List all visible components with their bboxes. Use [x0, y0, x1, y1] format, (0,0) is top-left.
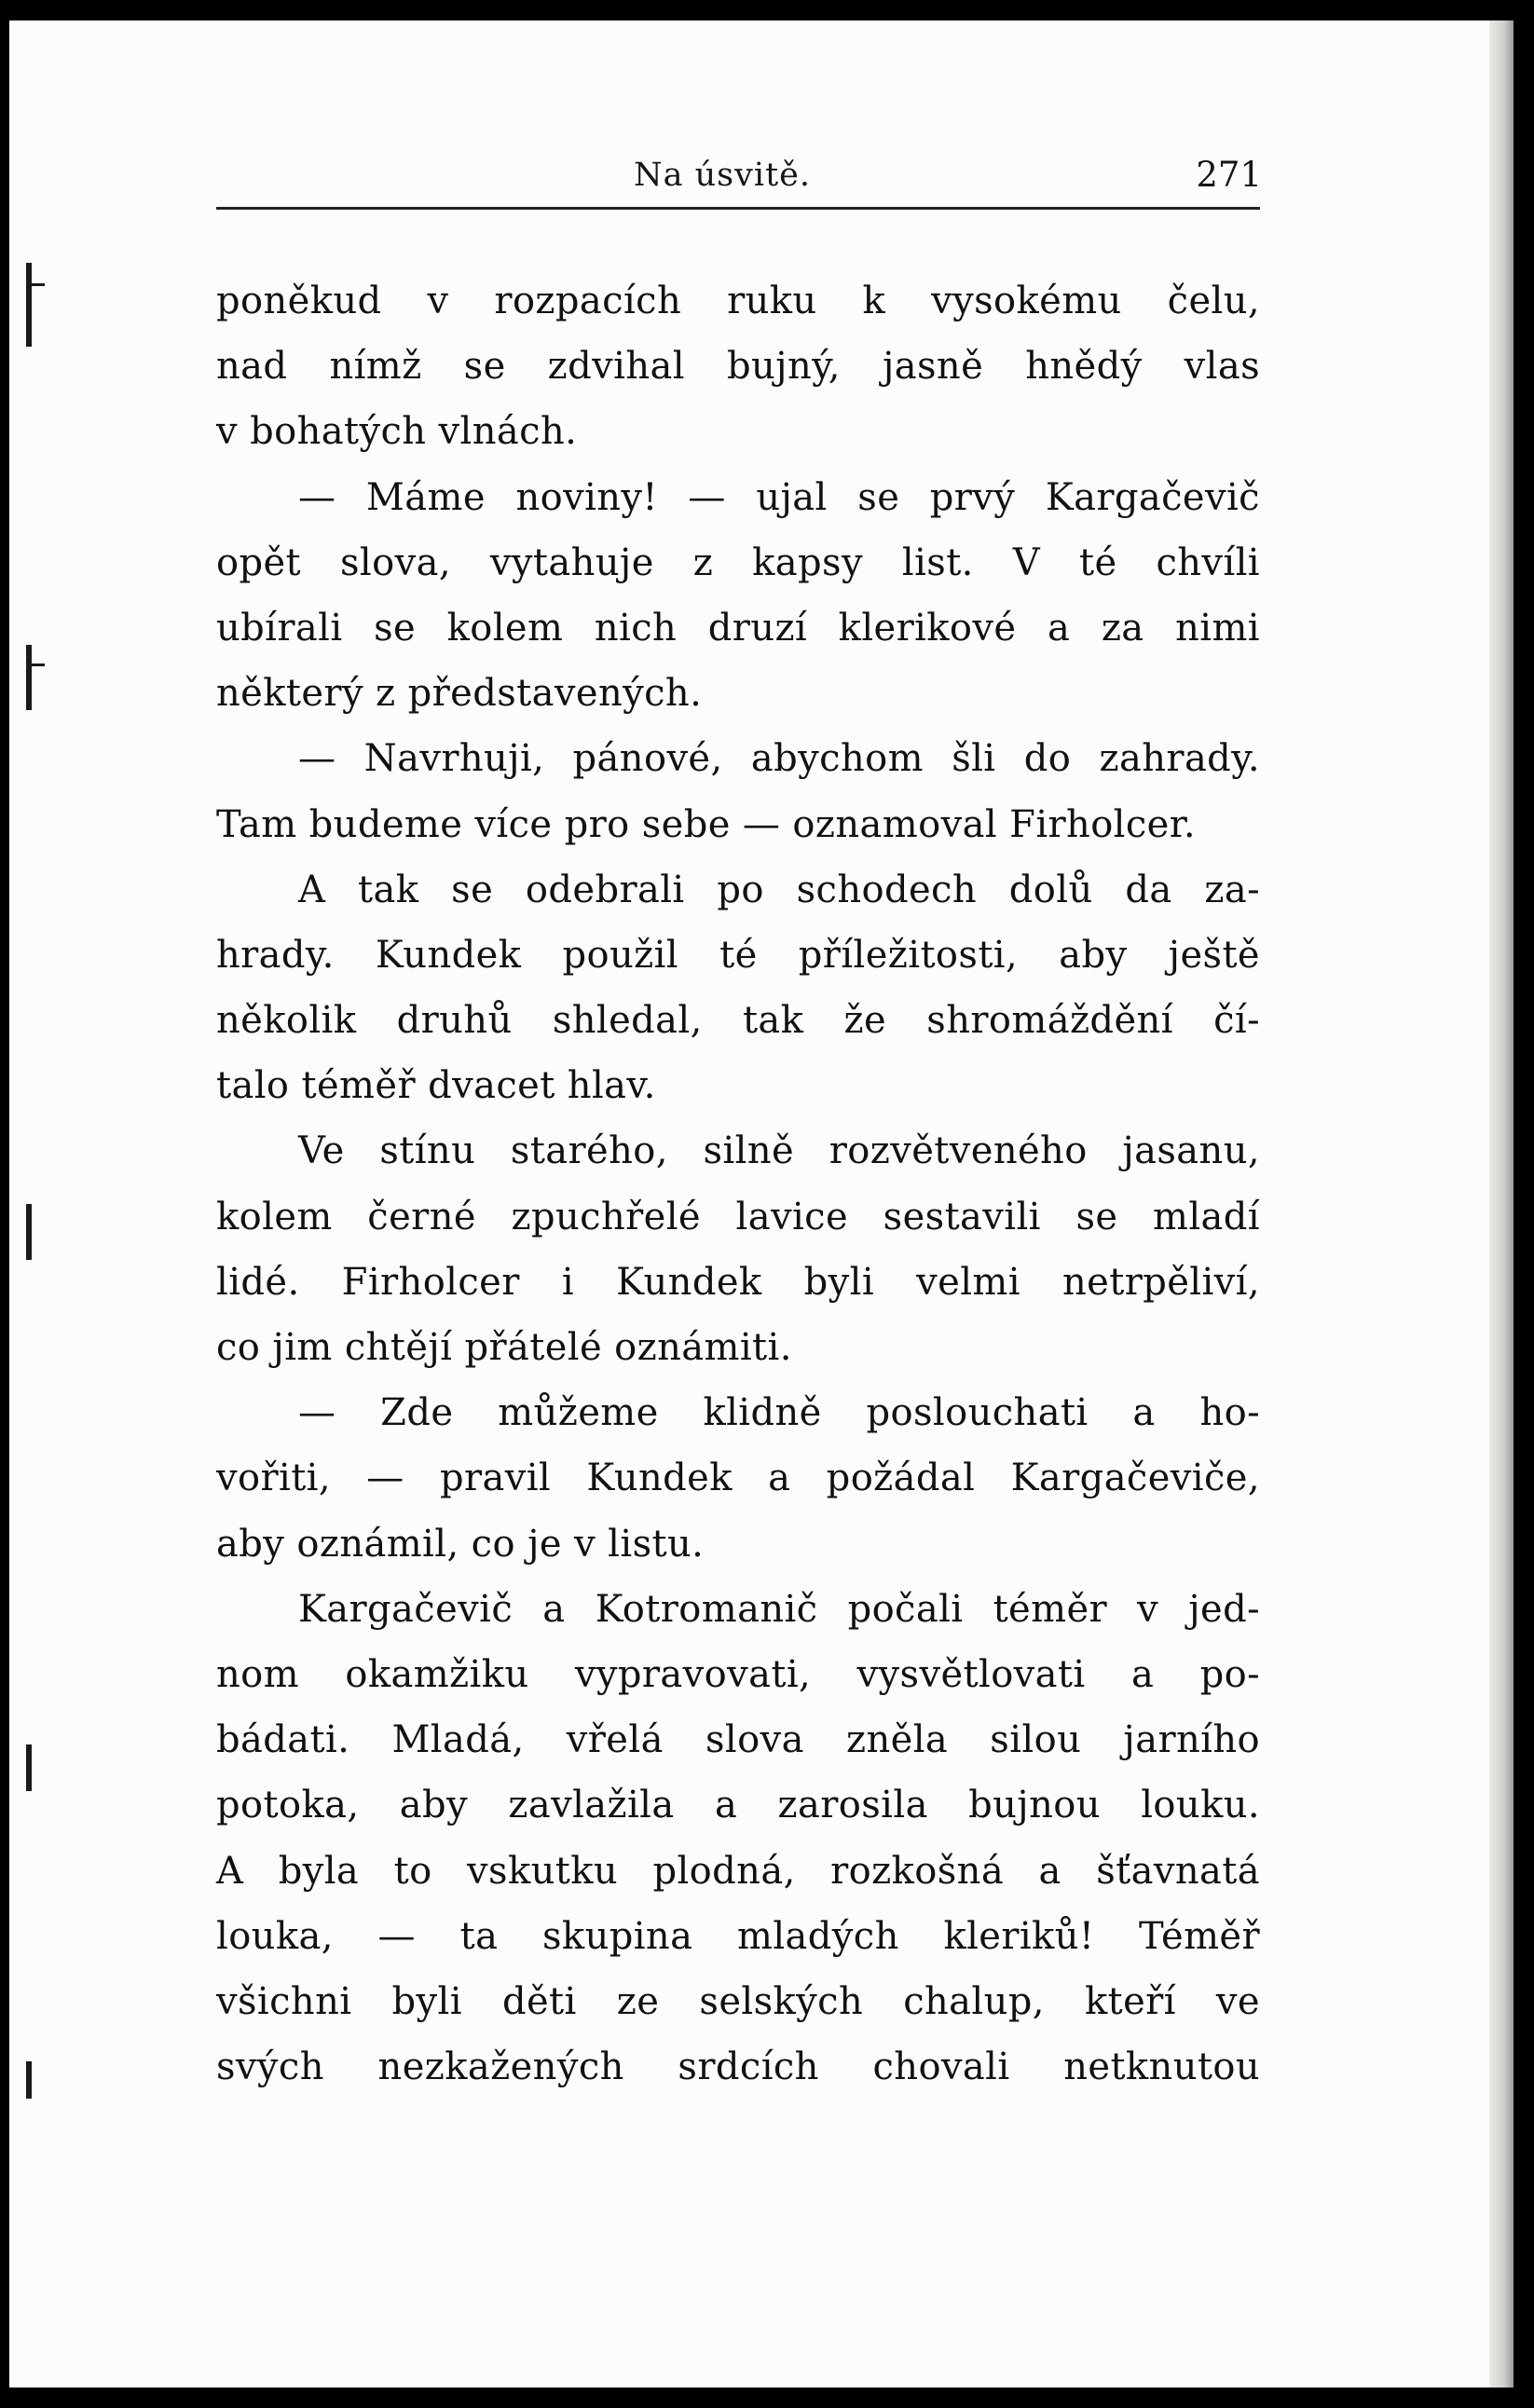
text-line: A byla to vskutku plodná, rozkošná a šťavnatá — [216, 1849, 1260, 1893]
gutter-mark — [32, 664, 45, 666]
text-line: co jim chtějí přátelé oznámiti. — [216, 1326, 792, 1369]
text-line: Kargačevič a Kotromanič počali téměr v jed- — [298, 1587, 1260, 1631]
text-line: — Máme noviny! — ujal se prvý Kargačevič — [298, 475, 1260, 519]
text-line: opět slova, vytahuje z kapsy list. V té chvíli — [216, 540, 1260, 584]
gutter-mark — [26, 263, 32, 347]
text-line: všichni byli děti ze selských chalup, kteří ve — [216, 1979, 1260, 2023]
text-line: louka, — ta skupina mladých kleriků! Téměř — [216, 1914, 1260, 1958]
text-line: — Zde můžeme klidně poslouchati a ho- — [298, 1391, 1260, 1435]
gutter-mark — [32, 283, 45, 286]
text-line: — Navrhuji, pánové, abychom šli do zahrady. — [298, 737, 1260, 781]
text-line: ubírali se kolem nich druzí klerikové a za nimi — [216, 606, 1260, 650]
text-line: vořiti, — pravil Kundek a požádal Kargačeviče, — [216, 1457, 1260, 1500]
text-line: lidé. Firholcer i Kundek byli velmi netrpěliví, — [216, 1260, 1260, 1304]
header-rule — [216, 207, 1260, 210]
text-line: poněkud v rozpacích ruku k vysokému čelu, — [216, 280, 1260, 322]
body-text — [216, 268, 1260, 2100]
text-line: talo téměř dvacet hlav. — [216, 1064, 656, 1108]
text-line: bádati. Mladá, vřelá slova zněla silou jarního — [216, 1718, 1260, 1762]
gutter-mark — [26, 2061, 32, 2099]
text-line: některý z představených. — [216, 672, 703, 716]
text-line: Ve stínu starého, silně rozvětveného jasanu, — [298, 1129, 1260, 1173]
page-header — [216, 145, 1262, 201]
text-line: hrady. Kundek použil té příležitosti, aby ještě — [216, 933, 1260, 977]
text-line: potoka, aby zavlažila a zarosila bujnou louku. — [216, 1784, 1260, 1827]
gutter-mark — [26, 1204, 32, 1260]
text-line: Tam budeme více pro sebe — oznamoval Firholcer. — [216, 802, 1196, 846]
text-line: několik druhů shledal, tak že shromáždění čí- — [216, 999, 1260, 1043]
text-line: kolem černé zpuchřelé lavice sestavili se mladí — [216, 1195, 1260, 1238]
page-number: 271 — [1196, 155, 1262, 195]
text-line: svých nezkažených srdcích chovali netknutou — [216, 2045, 1260, 2089]
text-line: v bohatých vlnách. — [216, 410, 578, 454]
text-line: nom okamžiku vypravovati, vysvětlovati a po- — [216, 1652, 1260, 1696]
page-edge-shadow — [1489, 21, 1513, 2387]
gutter-mark — [26, 1744, 32, 1791]
running-title: Na úsvitě. — [634, 157, 811, 194]
text-line: A tak se odebrali po schodech dolů da za- — [298, 868, 1260, 911]
text-line: aby oznámil, co je v listu. — [216, 1522, 705, 1566]
gutter-mark — [26, 645, 32, 710]
text-line: nad nímž se zdvihal bujný, jasně hnědý vlas — [216, 345, 1260, 389]
